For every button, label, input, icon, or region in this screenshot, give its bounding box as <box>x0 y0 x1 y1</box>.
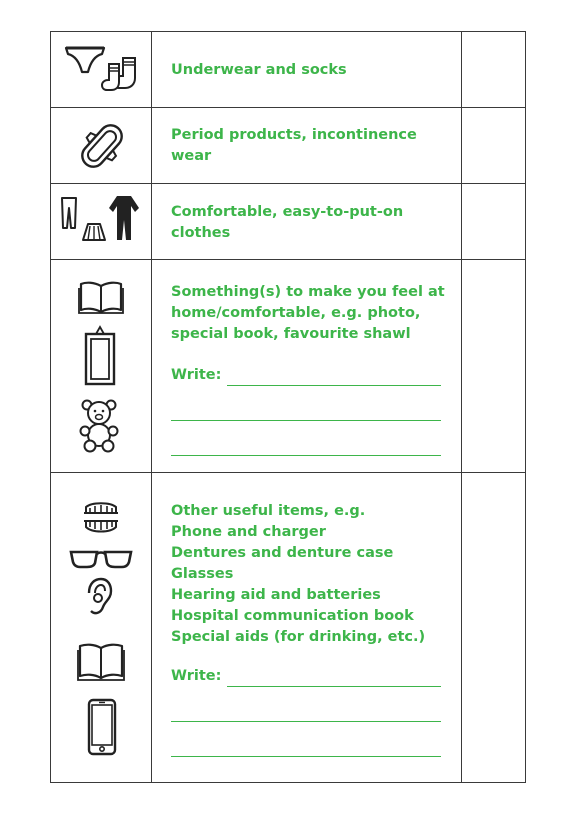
row-label: Hospital communication book <box>171 608 414 624</box>
pyjamas-icon <box>107 194 141 242</box>
mobile-phone-icon <box>87 698 117 756</box>
dentures-icon <box>82 501 120 535</box>
underwear-icon <box>64 44 106 76</box>
book-icon <box>77 642 125 682</box>
row-label: Glasses <box>171 566 234 582</box>
row-icons <box>51 184 151 259</box>
row-label: Special aids (for drinking, etc.) <box>171 629 426 645</box>
write-blank-line[interactable] <box>227 672 441 687</box>
write-blank-line[interactable] <box>171 707 441 722</box>
row-label: Hearing aid and batteries <box>171 587 381 603</box>
checklist-row-comfort-items <box>51 260 525 473</box>
write-label: Write: <box>171 367 222 383</box>
row-label: Underwear and socks <box>171 62 347 78</box>
row-label: Other useful items, e.g. <box>171 503 366 519</box>
open-book-icon <box>78 280 124 314</box>
checklist-row-clothes <box>51 184 525 260</box>
row-label: Comfortable, easy-to-put-on <box>171 204 404 220</box>
write-blank-line[interactable] <box>171 406 441 421</box>
row-text <box>171 501 456 757</box>
row-label: Phone and charger <box>171 524 326 540</box>
write-label: Write: <box>171 668 222 684</box>
write-blank-line[interactable] <box>171 441 441 456</box>
row-label: clothes <box>171 225 231 241</box>
packing-checklist-table <box>50 31 526 783</box>
sanitary-pad-icon <box>77 120 127 172</box>
write-blank-line[interactable] <box>227 371 441 386</box>
teddy-bear-icon <box>79 399 119 453</box>
write-field[interactable] <box>171 365 456 386</box>
glasses-icon <box>70 549 132 569</box>
hearing-aid-icon <box>83 577 113 617</box>
row-label: special book, favourite shawl <box>171 326 411 342</box>
write-blank-line[interactable] <box>171 742 441 757</box>
row-label: home/comfortable, e.g. photo, <box>171 305 421 321</box>
picture-frame-icon <box>83 326 117 388</box>
row-text <box>171 282 456 456</box>
checklist-row-underwear <box>51 32 525 108</box>
row-text <box>171 60 456 81</box>
row-icons <box>51 108 151 183</box>
checklist-row-other-items <box>51 473 525 782</box>
row-icons <box>51 473 151 782</box>
row-label: Something(s) to make you feel at <box>171 284 445 300</box>
row-label: Period products, incontinence <box>171 127 417 143</box>
socks-icon <box>101 56 141 94</box>
skirt-icon <box>81 222 107 242</box>
write-field[interactable] <box>171 666 456 687</box>
row-text <box>171 202 456 244</box>
row-icons <box>51 32 151 107</box>
row-text <box>171 125 456 167</box>
checklist-row-period-products <box>51 108 525 184</box>
trousers-icon <box>60 196 78 230</box>
row-label: Dentures and denture case <box>171 545 394 561</box>
row-label: wear <box>171 148 212 164</box>
row-icons <box>51 260 151 472</box>
